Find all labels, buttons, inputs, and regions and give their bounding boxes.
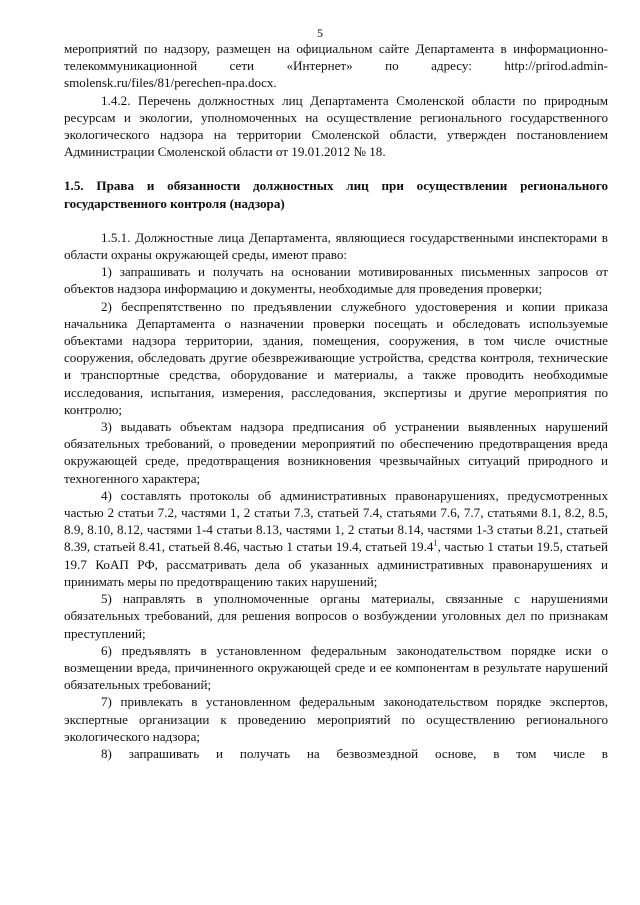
list-item-3: 3) выдавать объектам надзора предписания об устранении выявленных нарушений обязательных требований, о проведении мероприятий по обеспечению предотвращения вреда окружающей среде, предотвращения возникновения чрезвычайных ситуаций природного и техногенного характера; xyxy=(64,419,608,486)
page-number: 5 xyxy=(317,26,323,40)
list-item-2: 2) беспрепятственно по предъявлении служебного удостоверения и копии приказа начальника Департамента о назначении проверки посещать и обследовать используемые объектами надзора территории, здания, помещения, сооружения, в том числе очистные сооружения, обследовать другие обезвреживающие устройства, средства контроля, технические и транспортные средства, оборудование и материалы, а также проводить необходимые исследования, испытания, измерения, расследования, экспертизы и другие мероприятия по контролю; xyxy=(64,298,608,417)
list-item-8: 8) запрашивать и получать на безвозмездной основе, в том числе в xyxy=(101,745,608,761)
paragraph-1-5-1: 1.5.1. Должностные лица Департамента, являющиеся государственными инспекторами в области охраны окружающей среды, имеют право: xyxy=(64,229,608,263)
list-item-4 xyxy=(64,487,608,590)
list-item-4-part-b: , частью 1 статьи 19.5, статьей 19.7 КоАП РФ, рассматривать дела об указанных административных правонарушениях и принимать меры по предотвращению таких нарушений; xyxy=(64,539,608,589)
superscript: 1 xyxy=(433,539,438,549)
list-item-6: 6) предъявлять в установленном федеральным законодательством порядке иски о возмещении вреда, причиненного окружающей среде и ее компонентам в результате нарушений обязательных требований; xyxy=(64,642,608,693)
list-item-4-part-a: 4) составлять протоколы об административных правонарушениях, предусмотренных частью 2 статьи 7.2, частями 1, 2 статьи 7.3, статьей 7.4, статьями 7.6, 7.7, статьями 8.1, 8.2, 8.5, 8.9, 8.10, 8.12, частями 1-4 статьи 8.13, частями 1, 2 статьи 8.14, частями 1-3 статьи 8.21, статьей 8.39, статьей 8.41, статьей 8.46, частью 1 статьи 19.4, статьей 19.4 xyxy=(64,487,608,555)
list-item-5: 5) направлять в уполномоченные органы материалы, связанные с нарушениями обязательных требований, для решения вопросов о возбуждении уголовных дел по признакам преступлений; xyxy=(64,591,608,641)
paragraph-continuation: мероприятий по надзору, размещен на официальном сайте Департамента в информационно-телекоммуникационной сети «Интернет» по адресу: http://prirod.admin-smolensk.ru/files/81/perechen-npa.docx. xyxy=(64,41,608,91)
document-body xyxy=(64,40,608,762)
paragraph-1-4-2: 1.4.2. Перечень должностных лиц Департамента Смоленской области по природным ресурсам и экологии, уполномоченных на осуществление регионального государственного экологического надзора на территории Смоленской области, утвержден постановлением Администрации Смоленской области от 19.01.2012 № 18. xyxy=(64,92,608,160)
list-item-7: 7) привлекать в установленном федеральным законодательством порядке экспертов, экспертные организации к проведению мероприятий по осуществлению регионального экологического надзора; xyxy=(64,694,608,744)
section-heading-1-5: 1.5. Права и обязанности должностных лиц при осуществлении регионального государственного контроля (надзора) xyxy=(64,178,608,211)
list-item-1: 1) запрашивать и получать на основании мотивированных письменных запросов от объектов надзора информацию и документы, необходимые для проведения проверки; xyxy=(64,264,608,297)
